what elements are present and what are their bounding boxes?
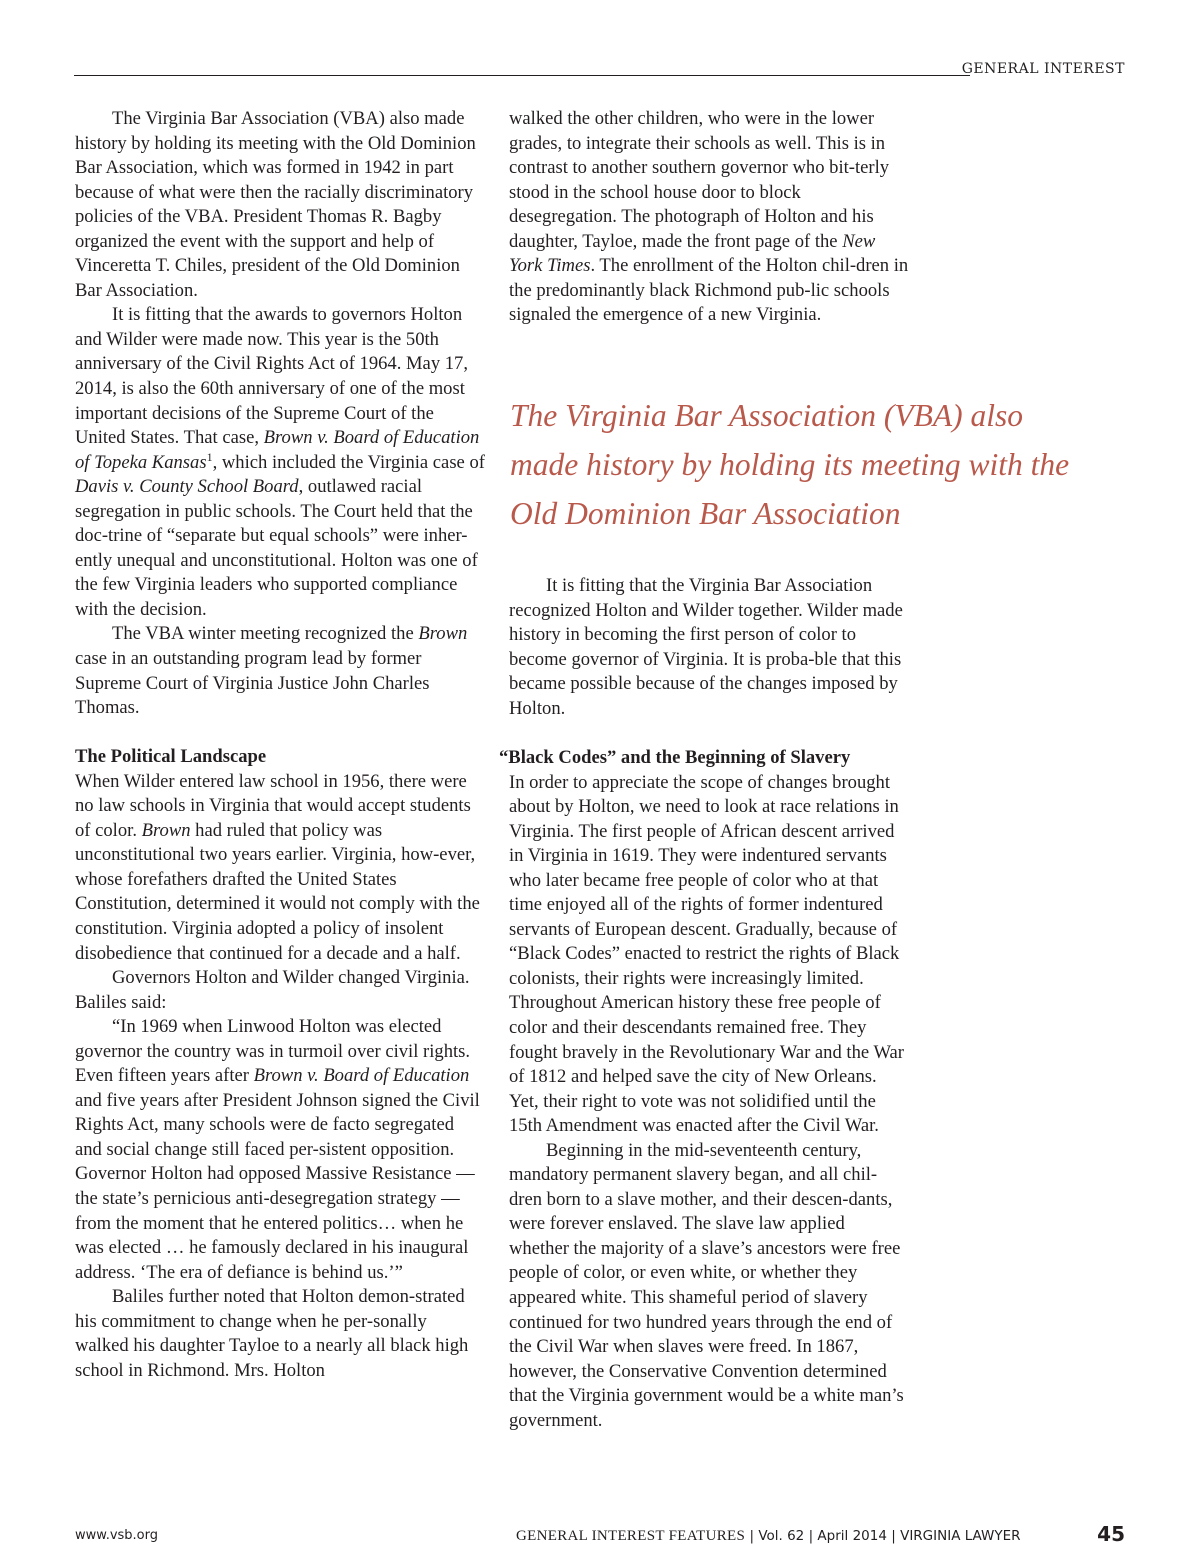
paragraph: In order to appreciate the scope of changes brought about by Holton, we need to look at race relations in Virginia. The first people of African descent arrived in Virginia in 1619. They were indentured servants who later became free people of color who at that time enjoyed all of the rights of former indentured servants of European descent. Gradually, because of “Black Codes” enacted to restrict the rights of Black colonists, their rights were increasingly limited. Throughout American history these free people of color and their descendants remained free. They fought bravely in the Revolutionary War and the War of 1812 and helped save the city of New Orleans. Yet, their right to vote was not solidified until the 15th Amendment was enacted after the Civil War.	[509, 771, 904, 1137]
column-left	[75, 107, 485, 1383]
paragraph: When Wilder entered law school in 1956, there were no law schools in Virginia that would accept students of color. Brown had ruled that policy was unconstitutional two years earlier. Virginia, how-ever, whose forefathers drafted the United States Constitution, determined it would not comply with the constitution. Virginia adopted a policy of insolent disobedience that continued for a decade and a half.	[75, 770, 480, 964]
page-number: 45	[1097, 1522, 1125, 1546]
case-name: Brown v. Board of Education	[253, 1065, 470, 1087]
case-name: Brown	[418, 623, 468, 645]
case-name: Brown	[141, 819, 191, 841]
section-heading: The Political Landscape	[75, 746, 267, 768]
case-name: Davis v. County School Board	[75, 476, 299, 498]
paragraph: It is fitting that the awards to governors Holton and Wilder were made now. This year is the 50th anniversary of the Civil Rights Act of 1964. May 17, 2014, is also the 60th anniversary of one of the most important decisions of the Supreme Court of the United States. That case, Brown v. Board of Education of Topeka Kansas$^1$, which included the Virginia case of Davis v. County School Board, outlawed racial segregation in public schools. The Court held that the doc-trine of “separate but equal schools” were inher-ently unequal and unconstitutional. Holton was one of the few Virginia leaders who supported compliance with the decision.	[75, 304, 485, 620]
paragraph: Baliles further noted that Holton demon-strated his commitment to change when he per-sonally walked his daughter Tayloe to a nearly all black high school in Richmond. Mrs. Holton	[75, 1286, 469, 1381]
website-link[interactable]: www.vsb.org	[75, 1528, 159, 1543]
paragraph: The Virginia Bar Association (VBA) also made history by holding its meeting with the Old Dominion Bar Association, which was formed in 1942 in part because of what were then the racially discriminatory policies of the VBA. President Thomas R. Bagby organized the event with the support and help of Vinceretta T. Chiles, president of the Old Dominion Bar Association.	[75, 108, 476, 301]
pull-quote: The Virginia Bar Association (VBA) also made history by holding its meeting with the Old Dominion Bar Association	[510, 398, 1070, 531]
footer-section: GENERAL INTEREST FEATURES	[516, 1528, 746, 1544]
paragraph: Governors Holton and Wilder changed Virginia. Baliles said:	[75, 967, 470, 1013]
paragraph: walked the other children, who were in the lower grades, to integrate their schools as well. This is in contrast to another southern governor who bit-terly stood in the school house door to block desegregation. The photograph of Holton and his daughter, Tayloe, made the front page of the New York Times. The enrollment of the Holton chil-dren in the predominantly black Richmond pub-lic schools signaled the emergence of a new Virginia.	[509, 108, 909, 326]
column-right-bottom	[499, 746, 909, 1433]
publication-name: New York Times	[509, 230, 876, 277]
footer-info: GENERAL INTEREST FEATURES | Vol. 62 | April 2014 | VIRGINIA LAWYER	[516, 1528, 1021, 1544]
case-name: Brown v. Board of Education of Topeka Kansas	[75, 427, 480, 473]
header-rule	[74, 75, 970, 76]
paragraph: The VBA winter meeting recognized the Brown case in an outstanding program lead by former Supreme Court of Virginia Justice John Charles Thomas.	[75, 623, 468, 719]
paragraph: It is fitting that the Virginia Bar Association recognized Holton and Wilder together. Wilder made history in becoming the first person of color to become governor of Virginia. It is proba-ble that this became possible because of the changes imposed by Holton.	[509, 575, 903, 719]
section-label: GENERAL INTEREST	[961, 61, 1125, 77]
footnote-ref: 1	[206, 449, 213, 464]
footer-volume: Vol. 62	[758, 1528, 805, 1544]
quote-paragraph: “In 1969 when Linwood Holton was elected governor the country was in turmoil over civil rights. Even fifteen years after Brown v. Board of Education and five years after President Johnson signed the Civil Rights Act, many schools were de facto segregated and social change still faced per-sistent opposition. Governor Holton had opposed Massive Resistance — the state’s pernicious anti-desegregation strategy — from the moment that he entered politics… when he was elected … he famously declared in his inaugural address. ‘The era of defiance is behind us.’”	[75, 1016, 480, 1283]
footer-date: April 2014	[817, 1528, 887, 1544]
column-right-top	[509, 107, 909, 328]
column-right-middle	[509, 574, 909, 721]
section-heading: “Black Codes” and the Beginning of Slavery	[499, 747, 851, 768]
footer-publication: VIRGINIA LAWYER	[900, 1528, 1021, 1544]
paragraph: Beginning in the mid-seventeenth century, mandatory permanent slavery began, and all chil-dren born to a slave mother, and their descen-dants, were forever enslaved. The slave law applied whether the majority of a slave’s ancestors were free people of color, or even white, or whether they appeared white. This shameful period of slavery continued for two hundred years through the end of the Civil War when slaves were freed. In 1867, however, the Conservative Convention determined that the Virginia government would be a white man’s government.	[509, 1139, 904, 1431]
